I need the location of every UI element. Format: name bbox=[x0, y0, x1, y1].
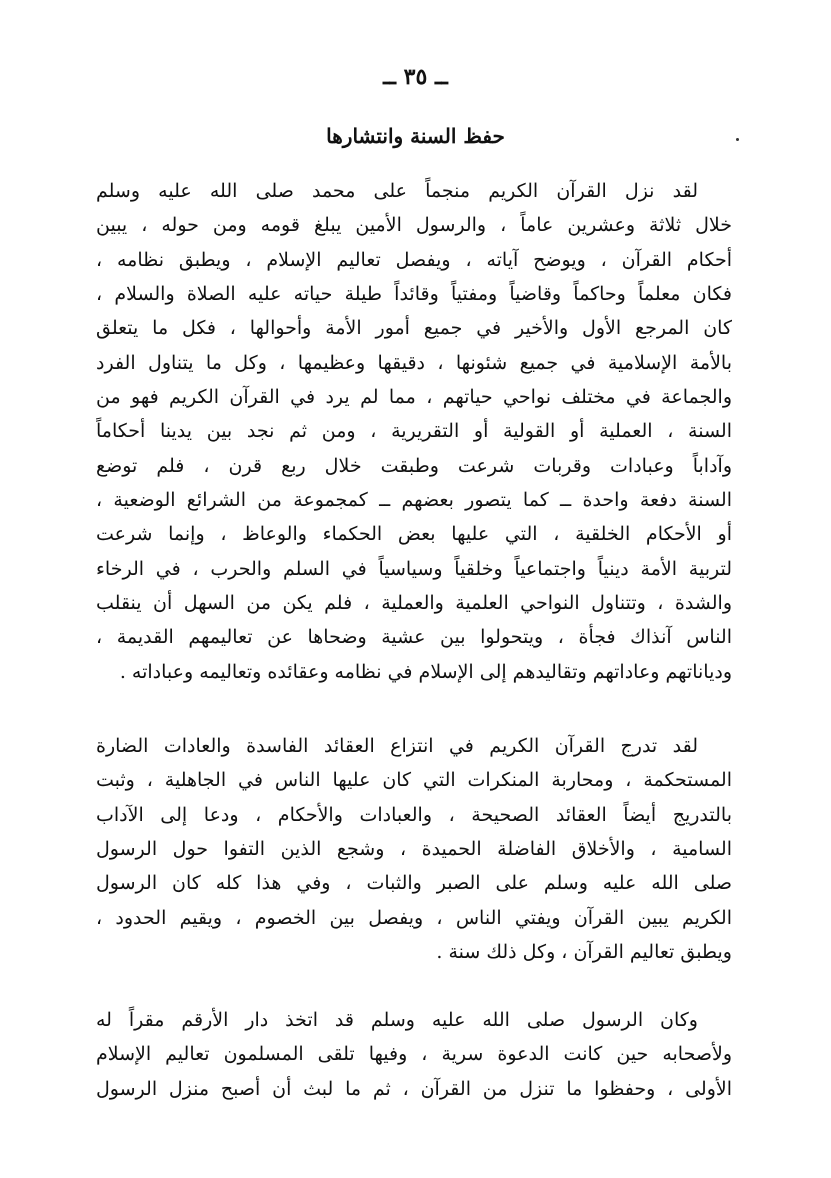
text-line: الكريم يبين القرآن ويفتي الناس ، ويفصل بين الخصوم ، ويقيم الحدود ، bbox=[96, 906, 732, 929]
text-line: والشدة ، وتتناول النواحي العلمية والعملية ، فلم يكن من السهل أن ينقلب bbox=[96, 592, 732, 615]
text-line: ولأصحابه حين كانت الدعوة سرية ، وفيها تلقى المسلمون تعاليم الإسلام bbox=[96, 1043, 732, 1066]
section-title: حفظ السنة وانتشارها bbox=[326, 124, 505, 148]
paragraph-2 bbox=[96, 729, 732, 969]
text-line: لقد نزل القرآن الكريم منجماً على محمد صلى الله عليه وسلم bbox=[96, 180, 698, 202]
text-line: لقد تدرج القرآن الكريم في انتزاع العقائد الفاسدة والعادات الضارة bbox=[96, 735, 698, 757]
text-line: لتربية الأمة دينياً واجتماعياً وخلقياً وسياسياً في السلم والحرب ، في الرخاء bbox=[96, 557, 732, 580]
text-line: ودياناتهم وعاداتهم وتقاليدهم إلى الإسلام في نظامه وعقائده وتعاليمه وعباداته . bbox=[119, 660, 732, 683]
text-line: فكان معلماً وحاكماً وقاضياً ومفتياً وقائداً طيلة حياته عليه الصلاة والسلام ، bbox=[96, 283, 732, 306]
print-speck bbox=[736, 138, 739, 141]
text-line: وآداباً وعبادات وقربات شرعت وطبقت خلال ربع قرن ، فلم توضع bbox=[96, 454, 732, 477]
text-line: كان المرجع الأول والأخير في جميع أمور الأمة وأحوالها ، فكل ما يتعلق bbox=[96, 317, 732, 340]
text-line: والجماعة في مختلف نواحي حياتهم ، مما لم يرد في القرآن الكريم فهو من bbox=[96, 386, 732, 409]
text-line: أو الأحكام الخلقية ، التي عليها بعض الحكماء والوعاظ ، وإنما شرعت bbox=[96, 523, 732, 546]
text-line: وكان الرسول صلى الله عليه وسلم قد اتخذ دار الأرقم مقراً له bbox=[96, 1009, 698, 1031]
paragraph-3 bbox=[96, 1003, 732, 1106]
text-line: بالأمة الإسلامية في جميع شئونها ، دقيقها وعظيمها ، وكل ما يتناول الفرد bbox=[96, 351, 732, 374]
text-line: صلى الله عليه وسلم على الصبر والثبات ، وفي هذا كله كان الرسول bbox=[96, 872, 732, 895]
text-line: الناس آنذاك فجأة ، ويتحولوا بين عشية وضحاها عن تعاليمهم القديمة ، bbox=[96, 626, 732, 649]
page-number: ــ ٣٥ ــ bbox=[383, 64, 448, 90]
text-line: السنة دفعة واحدة ــ كما يتصور بعضهم ــ كمجموعة من الشرائع الوضعية ، bbox=[96, 489, 732, 512]
text-line: خلال ثلاثة وعشرين عاماً ، والرسول الأمين يبلغ قومه ومن حوله ، يبين bbox=[96, 214, 732, 237]
text-line: أحكام القرآن ، ويوضح آياته ، ويفصل تعاليم الإسلام ، ويطبق نظامه ، bbox=[96, 248, 732, 271]
text-line: السنة ، العملية أو القولية أو التقريرية ، ومن ثم نجد بين يدينا أحكاماً bbox=[96, 420, 732, 443]
text-line: الأولى ، وحفظوا ما تنزل من القرآن ، ثم ما لبث أن أصبح منزل الرسول bbox=[96, 1077, 732, 1100]
text-line: المستحكمة ، ومحاربة المنكرات التي كان عليها الناس في الجاهلية ، وثبت bbox=[96, 769, 732, 792]
text-line: بالتدريج أيضاً العقائد الصحيحة ، والعبادات والأحكام ، ودعا إلى الآداب bbox=[96, 803, 732, 826]
text-line: السامية ، والأخلاق الفاضلة الحميدة ، وشجع الذين التفوا حول الرسول bbox=[96, 838, 732, 861]
paragraph-1 bbox=[96, 174, 732, 689]
text-line: ويطبق تعاليم القرآن ، وكل ذلك سنة . bbox=[436, 941, 732, 964]
